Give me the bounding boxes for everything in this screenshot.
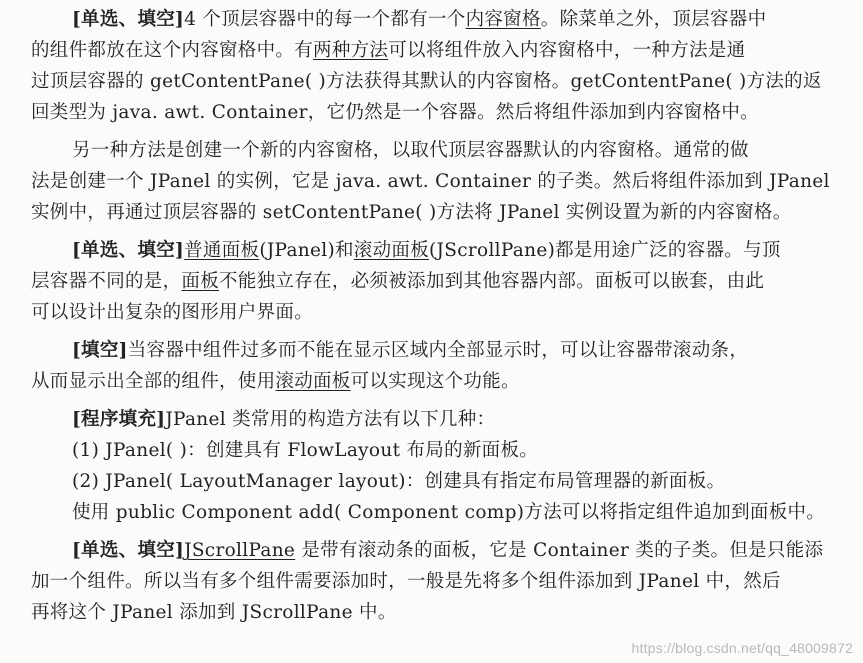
underlined-term: 滚动面板 bbox=[275, 371, 351, 392]
text-run: 的组件都放在这个内容窗格中。有 bbox=[31, 40, 314, 61]
text-line bbox=[72, 8, 766, 32]
text-line bbox=[31, 301, 313, 325]
text-line bbox=[72, 239, 781, 263]
question-type-tag: [单选、填空] bbox=[72, 240, 185, 261]
text-run: 层容器不同的是， bbox=[31, 271, 182, 292]
text-run: 再将这个 JPanel 添加到 JScrollPane 中。 bbox=[31, 602, 397, 623]
question-type-tag: [单选、填空] bbox=[72, 540, 185, 561]
text-run: 可以设计出复杂的图形用户界面。 bbox=[31, 302, 314, 323]
text-run: (JScrollPane)都是用途广泛的容器。与顶 bbox=[429, 240, 781, 261]
text-line bbox=[31, 70, 822, 94]
text-run: 可以实现这个功能。 bbox=[350, 371, 520, 392]
text-run: 从而显示出全部的组件，使用 bbox=[31, 371, 276, 392]
text-run: 是带有滚动条的面板，它是 Container 类的子类。但是只能添 bbox=[295, 540, 824, 561]
text-run: (JPanel)和 bbox=[259, 240, 354, 261]
text-run: 4 个顶层容器中的每一个都有一个 bbox=[184, 9, 466, 30]
underlined-term: 两种方法 bbox=[313, 40, 389, 61]
underlined-term: 面板 bbox=[181, 271, 220, 292]
text-line bbox=[31, 570, 781, 594]
text-run: 实例中，再通过顶层容器的 setContentPane( )方法将 JPanel 实例设置为新的内容窗格。 bbox=[31, 202, 792, 223]
question-type-tag: [填空] bbox=[72, 340, 128, 361]
text-run: (2) JPanel( LayoutManager layout)：创建具有指定布局管理器的新面板。 bbox=[72, 471, 726, 492]
text-line bbox=[31, 270, 764, 294]
text-run: 过顶层容器的 getContentPane( )方法获得其默认的内容窗格。getContentPane( )方法的返 bbox=[31, 71, 822, 92]
text-line bbox=[31, 39, 745, 63]
text-line bbox=[31, 201, 792, 225]
underlined-term: JScrollPane bbox=[184, 540, 296, 561]
question-type-tag: [程序填充] bbox=[72, 409, 166, 430]
text-line bbox=[72, 139, 749, 163]
text-run: 回类型为 java. awt. Container，它仍然是一个容器。然后将组件添加到内容窗格中。 bbox=[31, 102, 759, 123]
underlined-term: 内容窗格 bbox=[465, 9, 541, 30]
text-run: 另一种方法是创建一个新的内容窗格，以取代顶层容器默认的内容窗格。通常的做 bbox=[72, 140, 749, 161]
text-line bbox=[72, 539, 823, 563]
text-run: 法是创建一个 JPanel 的实例，它是 java. awt. Container 的子类。然后将组件添加到 JPanel bbox=[31, 171, 830, 192]
text-run: 不能独立存在，必须被添加到其他容器内部。面板可以嵌套，由此 bbox=[219, 271, 765, 292]
text-line bbox=[31, 370, 520, 394]
watermark: https://blog.csdn.net/qq_48009872 bbox=[631, 640, 853, 656]
text-line bbox=[31, 170, 830, 194]
text-run: 使用 public Component add( Component comp)方法可以将指定组件追加到面板中。 bbox=[72, 502, 826, 523]
text-line bbox=[72, 339, 748, 363]
text-run: 当容器中组件过多而不能在显示区域内全部显示时，可以让容器带滚动条， bbox=[127, 340, 749, 361]
text-run: (1) JPanel( )：创建具有 FlowLayout 布局的新面板。 bbox=[72, 440, 539, 461]
underlined-term: 滚动面板 bbox=[353, 240, 429, 261]
question-type-tag: [单选、填空] bbox=[72, 9, 185, 30]
text-run: 可以将组件放入内容窗格中，一种方法是通 bbox=[388, 40, 746, 61]
text-line bbox=[72, 408, 495, 432]
text-run: 。除菜单之外，顶层容器中 bbox=[540, 9, 767, 30]
text-run: JPanel 类常用的构造方法有以下几种： bbox=[165, 409, 496, 430]
text-line bbox=[72, 501, 825, 525]
text-line bbox=[31, 601, 397, 625]
underlined-term: 普通面板 bbox=[184, 240, 260, 261]
text-line bbox=[72, 439, 538, 463]
text-line bbox=[72, 470, 725, 494]
text-line bbox=[31, 101, 759, 125]
text-run: 加一个组件。所以当有多个组件需要添加时，一般是先将多个组件添加到 JPanel 中，然后 bbox=[31, 571, 781, 592]
